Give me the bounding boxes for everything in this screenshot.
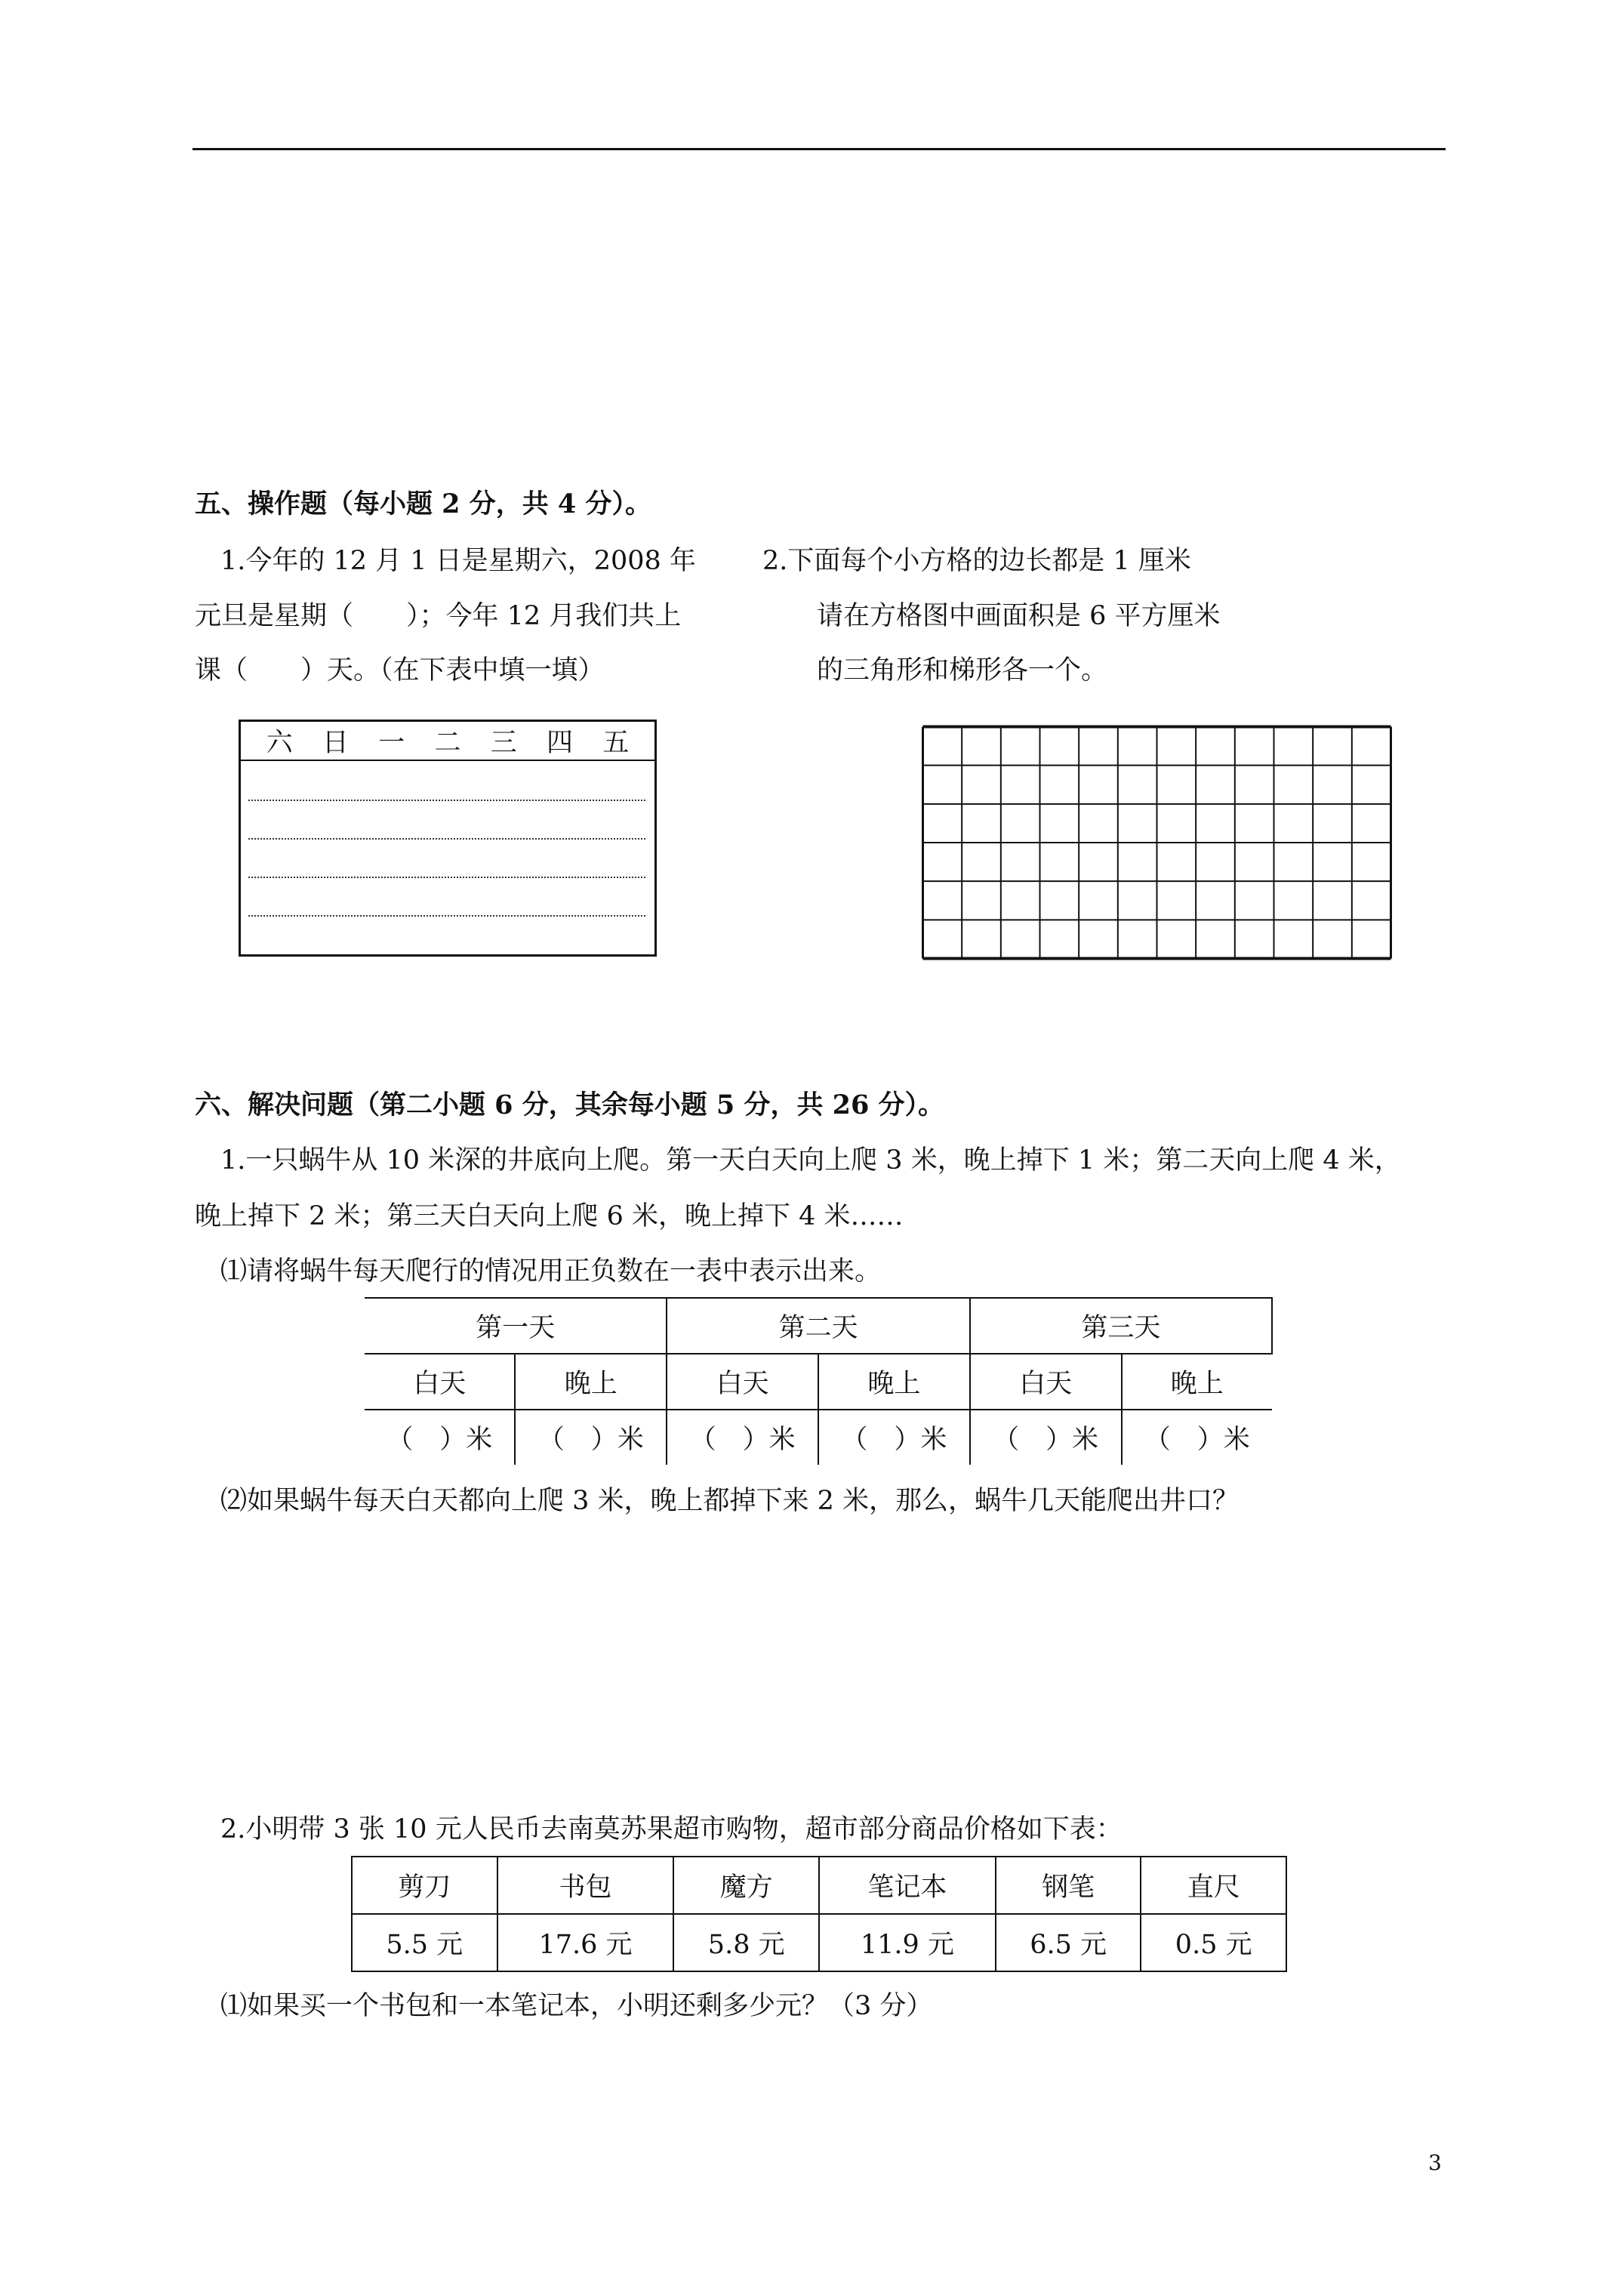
price-value: 6.5 元 <box>996 1914 1141 1971</box>
price-item: 钢笔 <box>996 1857 1141 1914</box>
snail-period: 晚上 <box>515 1354 667 1410</box>
s6-q1-line1: 1.一只蜗牛从 10 米深的井底向上爬。第一天白天向上爬 3 米，晚上掉下 1 米；第二天向上爬 4 米， <box>220 1145 1401 1176</box>
header-rule <box>192 148 1446 150</box>
s5-q2-line3: 的三角形和梯形各一个。 <box>817 655 1108 686</box>
price-value: 5.5 元 <box>352 1914 497 1971</box>
snail-blank: （ ）米 <box>1122 1410 1272 1465</box>
price-value: 0.5 元 <box>1141 1914 1286 1971</box>
s5-q2-line1: 2.下面每个小方格的边长都是 1 厘米 <box>762 546 1191 576</box>
calendar-day: 二 <box>434 728 461 758</box>
snail-blank: （ ）米 <box>970 1410 1122 1465</box>
price-item: 直尺 <box>1141 1857 1286 1914</box>
s6-q1-line2: 晚上掉下 2 米；第三天白天向上爬 6 米，晚上掉下 4 米…… <box>195 1201 904 1231</box>
snail-period: 白天 <box>970 1354 1122 1410</box>
snail-blank: （ ）米 <box>515 1410 667 1465</box>
s6-q2-line1: 2.小明带 3 张 10 元人民币去南莫苏果超市购物，超市部分商品价格如下表： <box>220 1814 1123 1845</box>
snail-day-1: 第一天 <box>365 1298 667 1354</box>
price-table <box>351 1856 1287 1972</box>
price-item: 魔方 <box>673 1857 819 1914</box>
s5-q2-line2: 请在方格图中画面积是 6 平方厘米 <box>817 601 1221 631</box>
calendar-dotted-line <box>248 915 645 917</box>
snail-period: 晚上 <box>1122 1354 1272 1410</box>
price-item: 剪刀 <box>352 1857 497 1914</box>
calendar-dotted-line <box>248 838 645 840</box>
table-row <box>365 1354 1272 1410</box>
calendar-day: 日 <box>322 728 349 758</box>
snail-day-2: 第二天 <box>667 1298 970 1354</box>
square-grid <box>921 725 1393 960</box>
s6-q1-sub1: ⑴请将蜗牛每天爬行的情况用正负数在一表中表示出来。 <box>220 1256 882 1287</box>
s5-q1-line2: 元旦是星期（ ）；今年 12 月我们共上 <box>195 601 682 631</box>
price-value: 11.9 元 <box>819 1914 996 1971</box>
snail-blank: （ ）米 <box>365 1410 515 1465</box>
calendar-day: 四 <box>547 728 574 758</box>
price-value: 17.6 元 <box>497 1914 674 1971</box>
snail-blank: （ ）米 <box>667 1410 818 1465</box>
s6-q1-sub2: ⑵如果蜗牛每天白天都向上爬 3 米，晚上都掉下来 2 米，那么，蜗牛几天能爬出井口？ <box>220 1486 1240 1516</box>
snail-table <box>365 1297 1273 1465</box>
page-number: 3 <box>1428 2150 1442 2175</box>
section6-title: 六、解决问题（第二小题 6 分，其余每小题 5 分，共 26 分）。 <box>195 1089 945 1120</box>
s5-q1-line1: 1.今年的 12 月 1 日是星期六，2008 年 <box>220 546 696 576</box>
price-value: 5.8 元 <box>673 1914 819 1971</box>
calendar-day: 一 <box>378 728 405 758</box>
calendar-dotted-line <box>248 800 645 801</box>
snail-period: 白天 <box>667 1354 818 1410</box>
snail-period: 白天 <box>365 1354 515 1410</box>
table-row <box>352 1857 1286 1914</box>
table-row <box>365 1298 1272 1354</box>
s5-q1-line3: 课（ ）天。（在下表中填一填） <box>195 655 605 686</box>
price-item: 笔记本 <box>819 1857 996 1914</box>
s6-q2-sub1: ⑴如果买一个书包和一本笔记本，小明还剩多少元？（3 分） <box>220 1991 933 2021</box>
calendar-box <box>239 720 657 957</box>
price-item: 书包 <box>497 1857 674 1914</box>
table-row <box>352 1914 1286 1971</box>
calendar-day: 五 <box>602 728 630 758</box>
calendar-day: 三 <box>490 728 517 758</box>
calendar-dotted-line <box>248 877 645 878</box>
snail-period: 晚上 <box>818 1354 970 1410</box>
snail-day-3: 第三天 <box>970 1298 1272 1354</box>
calendar-header <box>241 722 654 761</box>
calendar-day: 六 <box>266 728 293 758</box>
table-row <box>365 1410 1272 1465</box>
section5-title: 五、操作题（每小题 2 分，共 4 分）。 <box>195 488 651 519</box>
snail-blank: （ ）米 <box>818 1410 970 1465</box>
